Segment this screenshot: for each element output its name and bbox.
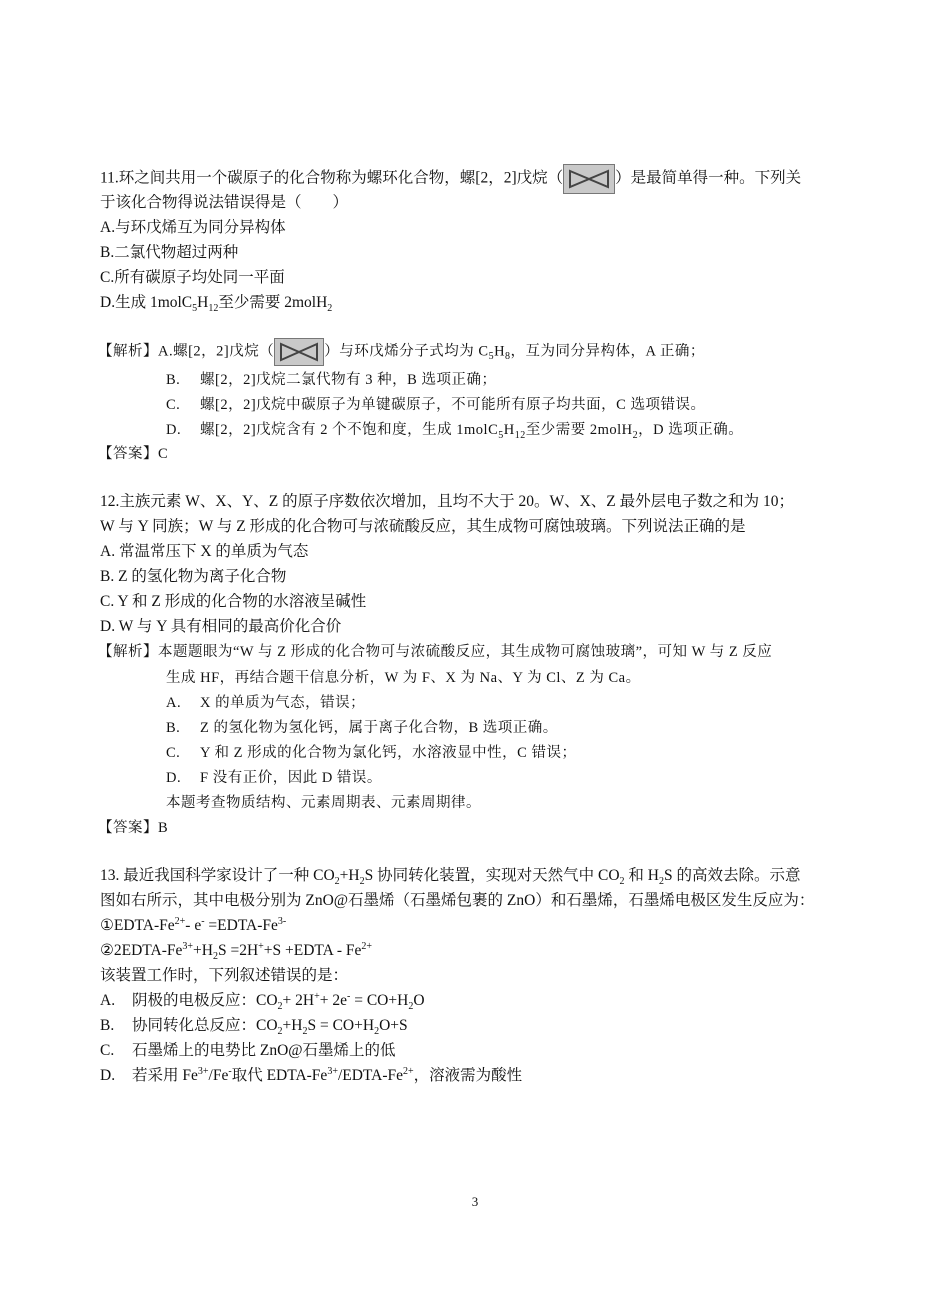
q12-analysis-line2: 生成 HF，再结合题干信息分析，W 为 F、X 为 Na、Y 为 Cl、Z 为 Ca。 [166,670,641,686]
q13-stem-question: 该装置工作时，下列叙述错误的是： [100,967,349,984]
q11-analysis-c: C. 螺[2，2]戊烷中碳原子为单键碳原子，不可能所有原子均共面，C 选项错误。 [166,397,706,413]
q11-stem-text: 11.环之间共用一个碳原子的化合物称为螺环化合物，螺[2，2]戊烷（ [100,169,564,187]
q12-option-c: C. Y 和 Z 形成的化合物的水溶液呈碱性 [100,593,367,610]
q13-option-c: C. 石墨烯上的电势比 ZnO@石墨烯上的低 [100,1042,396,1059]
q12-analysis-a: A. X 的单质为气态，错误； [166,695,366,711]
q12-analysis-b: B. Z 的氢化物为氢化钙，属于离子化合物，B 选项正确。 [166,720,558,736]
q12-analysis-d: D. F 没有正价，因此 D 错误。 [166,770,382,786]
q13-stem-line1: 13. 最近我国科学家设计了一种 $CO_2+H_2S$ 协同转化装置，实现对天然气中 $CO_2$ 和 $H_2S$ 的高效去除。示意 [100,867,801,888]
q12-analysis-summary: 本题考查物质结构、元素周期表、元素周期律。 [166,795,481,811]
q11-stem-line1 [100,164,801,194]
q11-analysis-d: D. 螺[2，2]戊烷含有 2 个不饱和度，生成 $1molC_5H_{12}$至少需要 2molH$_2$，D 选项正确。 [166,422,744,441]
q13-reaction-2: $②2EDTA-Fe^{3+}+H_2S =2H^++S$ +EDTA - $Fe^{2+}$ [100,940,373,963]
q12-analysis-line1: 【解析】本题题眼为“W 与 Z 形成的化合物可与浓硫酸反应，其生成物可腐蚀玻璃”，可知 W 与 Z 反应 [98,644,773,660]
q12-option-d: D. W 与 Y 具有相同的最高价化合价 [100,618,342,635]
q12-answer: 【答案】B [98,820,169,836]
spiropentane-structure-figure [563,164,615,194]
q11-option-d: D.生成 $1molC_5H_{12}$至少需要 2molH$_2$ [100,294,333,315]
q11-answer: 【答案】C [98,446,169,462]
q11-analysis-a: 【解析】A.螺[2，2]戊烷（ ）与环戊烯分子式均为 $C_5H_8$，互为同分异构体，A 正确； [98,338,705,366]
q11-option-a: A.与环戊烯互为同分异构体 [100,219,286,236]
q13-reaction-1: ①EDTA-$Fe^{2+}-$ $e^- =EDTA-Fe^{3-}$ [100,915,287,934]
q11-option-b: B.二氯代物超过两种 [100,244,239,261]
q13-stem-line2: 图如右所示，其中电极分别为 ZnO@石墨烯（石墨烯包裹的 ZnO）和石墨烯，石墨烯电极区发生反应为： [100,892,815,909]
q11-analysis-b: B. 螺[2，2]戊烷二氯代物有 3 种，B 选项正确； [166,372,497,388]
spiropentane-structure-figure [274,338,324,366]
q13-option-b: B. 协同转化总反应：$CO_2+H_2S = CO+H_2O+S$ [100,1017,408,1038]
page-number: 3 [471,1194,479,1209]
q12-analysis-c: C. Y 和 Z 形成的化合物为氯化钙，水溶液显中性，C 错误； [166,745,577,761]
q12-option-b: B. Z 的氢化物为离子化合物 [100,568,287,585]
q12-stem-line2: W 与 Y 同族；W 与 Z 形成的化合物可与浓硫酸反应，其生成物可腐蚀玻璃。下列说法正确的是 [100,518,746,535]
q11-stem-line2: 于该化合物得说法错误得是（ ） [100,194,349,211]
q13-option-a: A. 阴极的电极反应：$CO_2+ 2H^++ 2e^- = CO+H_2O$ [100,990,425,1013]
q11-option-c: C.所有碳原子均处同一平面 [100,269,285,286]
q12-stem-line1: 12.主族元素 W、X、Y、Z 的原子序数依次增加，且均不大于 20。W、X、Z 最外层电子数之和为 10； [100,493,795,510]
q11-stem-text-cont: ）是最简单得一种。下列关 [615,169,802,187]
q13-option-d: D. 若采用 $Fe^{3+}/Fe^-$取代 EDTA-$Fe^{3+}/EDTA-Fe^{2+}$，溶液需为酸性 [100,1065,523,1084]
q12-option-a: A. 常温常压下 X 的单质为气态 [100,543,309,560]
